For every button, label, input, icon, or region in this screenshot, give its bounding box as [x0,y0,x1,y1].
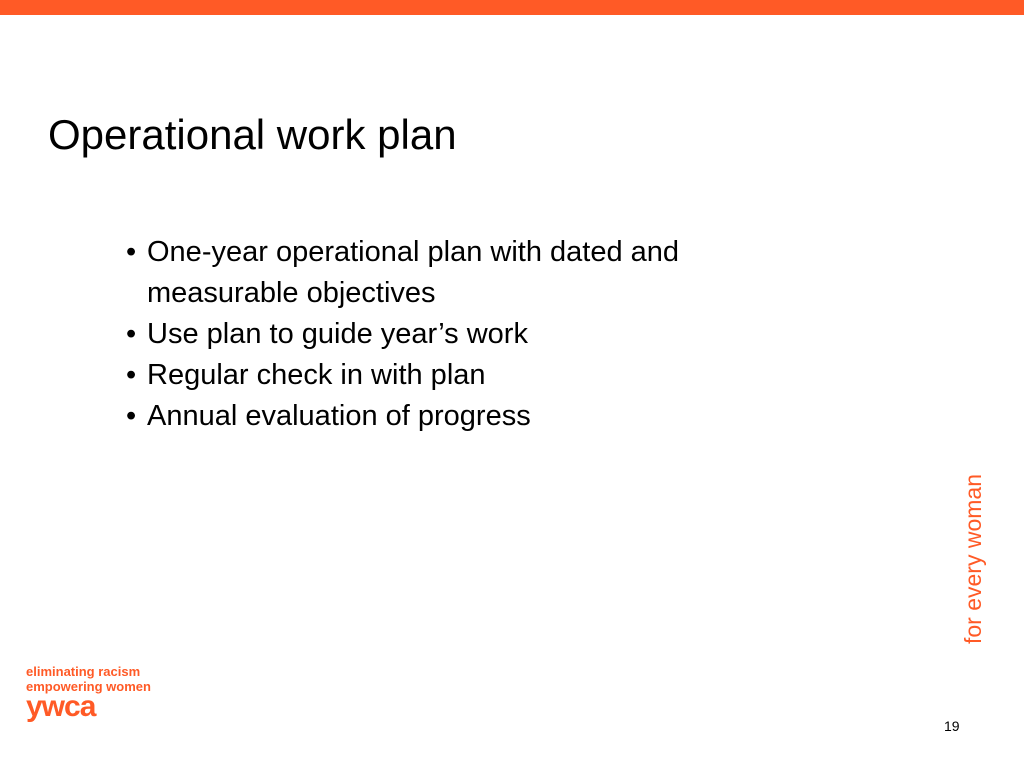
bullet-dot-icon: • [126,400,137,432]
slide-title: Operational work plan [48,111,457,158]
bullet-dot-icon: • [126,236,137,268]
bullet-item [126,355,826,396]
logo-line-women: empowering women [26,679,151,694]
vertical-tagline: for every woman [960,474,986,645]
bullet-text: One-year operational plan with dated and measurable objectives [147,236,680,309]
bullet-dot-icon: • [126,359,137,391]
bullet-text: Use plan to guide year’s work [147,318,528,350]
bullet-list [126,232,826,437]
bullet-text: Regular check in with plan [147,359,486,391]
logo-line-racism: eliminating racism [26,664,141,679]
page-number: 19 [944,718,960,734]
bullet-item [126,232,826,314]
bullet-text: Annual evaluation of progress [147,400,531,432]
bullet-item [126,314,826,355]
bullet-dot-icon: • [126,318,137,350]
ywca-logo [26,664,151,722]
top-accent-bar [0,0,1024,15]
bullet-item [126,396,826,437]
logo-wordmark: ywca [26,690,96,723]
